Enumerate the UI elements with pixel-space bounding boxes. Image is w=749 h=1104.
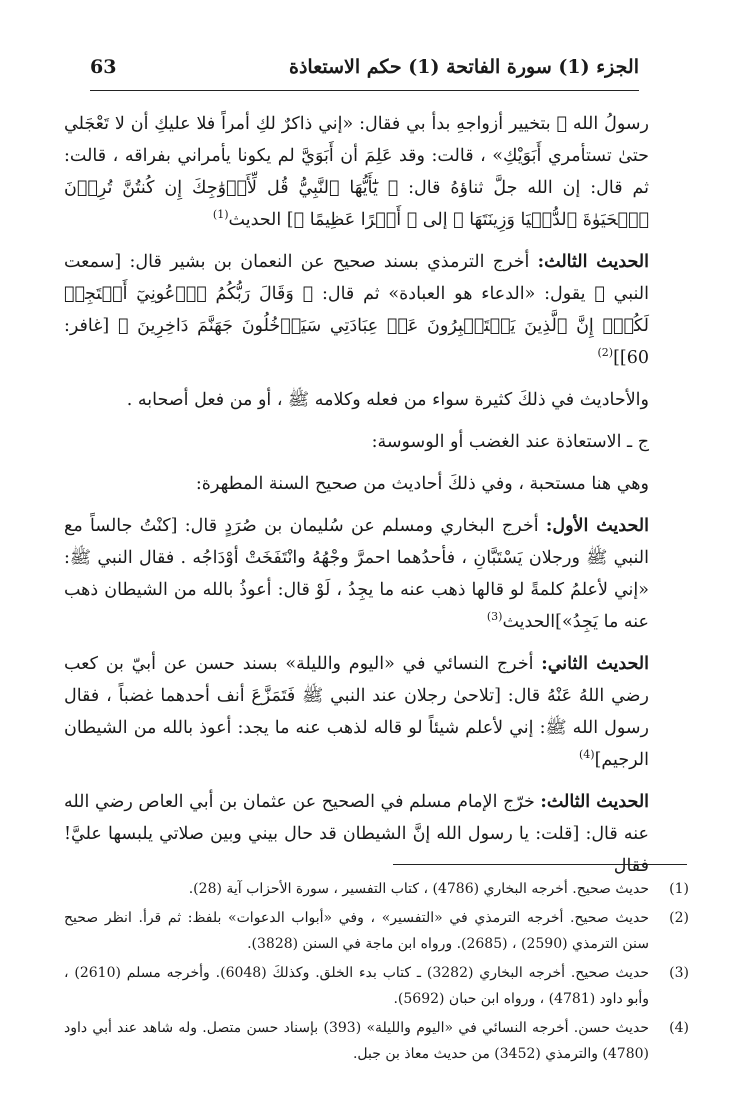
page-header xyxy=(90,52,639,91)
hadith-heading: الحديث الثالث: xyxy=(540,792,650,812)
footnote-text: حديث صحيح. أخرجه البخاري (4786) ، كتاب التفسير ، سورة الأحزاب آية (28). xyxy=(188,881,649,897)
footnote-number: (3) xyxy=(669,965,689,981)
running-head: الجزء (1) سورة الفاتحة (1) حكم الاستعاذة xyxy=(289,56,639,78)
footnote-item xyxy=(64,876,689,902)
footnote-number: (2) xyxy=(669,910,689,926)
paragraph-1 xyxy=(64,108,649,236)
footnote-number: (4) xyxy=(669,1020,689,1036)
footnote-ref-1[interactable]: (1) xyxy=(212,208,229,222)
section-heading: ج ـ الاستعاذة عند الغضب أو الوسوسة: xyxy=(371,432,649,452)
page-number: 63 xyxy=(90,56,117,78)
footnote-item xyxy=(64,1015,689,1067)
footnote-text: حديث صحيح. أخرجه الترمذي في «التفسير» ، وفي «أبواب الدعوات» بلفظ: ثم قرأ. انظر صحيح سنن الترمذي (2590) ، (2685). ورواه ابن ماجة في السنن (3828). xyxy=(64,910,649,952)
paragraph-text: أخرج البخاري ومسلم عن سُليمان بن صُرَدٍ قال: [كنْتُ جالساً مع النبي ﷺ ورجلان يَسْتَبَّانِ ، فأحدُهما احمرَّ وجْهُهُ وانْتَفَخَتْ أوْدَاجُه . فقال النبي ﷺ: «إني لأعلمُ كلمةً لو قالها ذهب عنه ما يجِدُ ، لَوْ قال: أعوذُ بالله من الشيطان ذهب عنه ما يَجِدُ»]الحديث xyxy=(64,516,649,632)
paragraph-3: والأحاديث في ذلكَ كثيرة سواء من فعله وكلامه ﷺ ، أو من فعل أصحابه . xyxy=(126,390,649,410)
footnote-item xyxy=(64,960,689,1012)
footnote-divider xyxy=(393,864,687,865)
footnote-text: حديث حسن. أخرجه النسائي في «اليوم والليلة» (393) بإسناد حسن متصل. وله شاهد عند أبي داود (4780) والترمذي (3452) من حديث معاذ بن جبل. xyxy=(64,1020,649,1062)
paragraph-8 xyxy=(64,786,649,882)
paragraph-text: أخرج النسائي في «اليوم والليلة» بسند حسن عن أبيّ بن كعب رضي اللهُ عَنْهُ قال: [تلاحىٰ رجلان عند النبي ﷺ فَتَمَزَّعَ أنف أحدهما غضباً ، فقال رسول الله ﷺ: إني لأعلم شيئاً لو قاله لذهب عنه ما يجد: أعوذ بالله من الشيطان الرجيم] xyxy=(64,654,649,770)
footnote-ref-4[interactable]: (4) xyxy=(578,748,595,762)
footnotes xyxy=(64,876,689,1070)
footnote-text: حديث صحيح. أخرجه البخاري (3282) ـ كتاب بدء الخلق. وكذلكَ (6048). وأخرجه مسلم (2610) ، وأبو داود (4781) ، ورواه ابن حبان (5692). xyxy=(64,965,649,1007)
paragraph-6 xyxy=(64,510,649,638)
footnote-ref-3[interactable]: (3) xyxy=(486,610,503,624)
paragraph-text: خرّج الإمام مسلم في الصحيح عن عثمان بن أبي العاص رضي الله عنه قال: [قلت: يا رسول الله إنَّ الشيطان قد حال بيني وبين صلاتي يلبسها عليَّ! فقال xyxy=(64,792,649,876)
paragraph-5: وهي هنا مستحبة ، وفي ذلكَ أحاديث من صحيح السنة المطهرة: xyxy=(195,474,649,494)
hadith-heading: الحديث الثالث: xyxy=(537,252,649,272)
hadith-heading: الحديث الأول: xyxy=(545,516,649,536)
footnote-number: (1) xyxy=(669,881,689,897)
main-text xyxy=(64,108,649,892)
footnote-item xyxy=(64,905,689,957)
footnote-ref-2[interactable]: (2) xyxy=(597,346,614,360)
paragraph-2 xyxy=(64,246,649,374)
paragraph-text: رسولُ الله ﷺ بتخيير أزواجهِ بدأ بي فقال: «إني ذاكرٌ لكِ أمراً فلا عليكِ أن لا تَعْجَلي حتىٰ تستأمري أَبَوَيْكِ» ، قالت: وقد عَلِمَ أن أَبَوَيَّ لم يكونا يأمراني بفراقه ، قالت: ثم قال: إن الله جلَّ ثناؤهُ قال: ﴿ يَٰٓأَيُّهَا ٱلنَّبِيُّ قُل لِّأَزۡوَٰجِكَ إِن كُنتُنَّ تُرِدۡنَ ٱلۡحَيَوٰةَ ٱلدُّنۡيَا وَزِينَتَهَا ﴾ إلى ﴿ أَجۡرًا عَظِيمًا ﴾] الحديث xyxy=(64,114,649,230)
hadith-heading: الحديث الثاني: xyxy=(541,654,649,674)
paragraph-7 xyxy=(64,648,649,776)
paragraph-text: أخرج الترمذي بسند صحيح عن النعمان بن بشير قال: [سمعت النبي ﷺ يقول: «الدعاء هو العبادة» ثم قال: ﴿ وَقَالَ رَبُّكُمُ ٱدۡعُونِيٓ أَسۡتَجِبۡ لَكُمۡۚ إِنَّ ٱلَّذِينَ يَسۡتَكۡبِرُونَ عَنۡ عِبَادَتِي سَيَدۡخُلُونَ جَهَنَّمَ دَاخِرِينَ ﴾ [غافر: 60]] xyxy=(64,252,649,368)
